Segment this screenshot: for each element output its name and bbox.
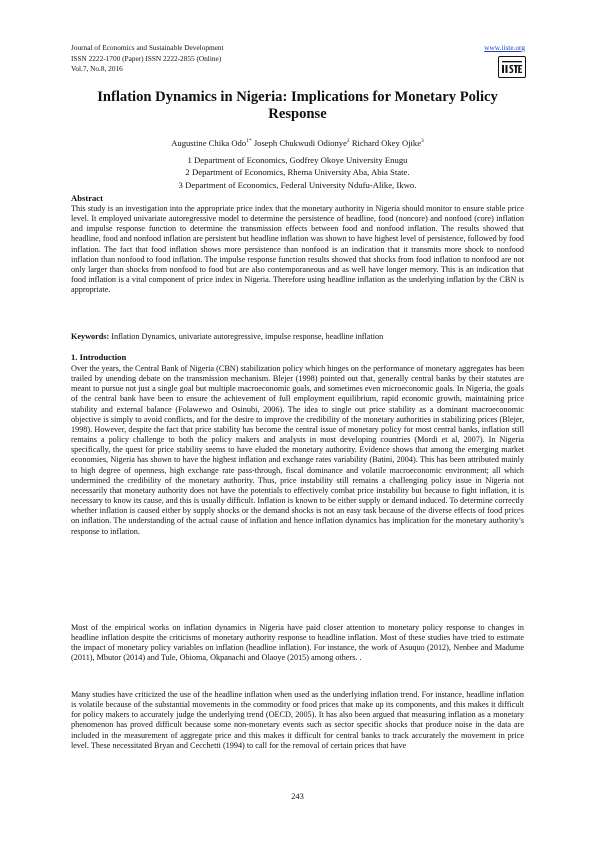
keywords-text: Inflation Dynamics, univariate autoregressive, impulse response, headline inflation [111,332,384,341]
journal-volume: Vol.7, No.8, 2016 [71,64,123,73]
section-heading: 1. Introduction [71,352,127,362]
keywords-label: Keywords: [71,332,110,341]
abstract-body: This study is an investigation into the appropriate price index that the monetary authority in Nigeria should monitor to ensure stable price level. It employed univariate autoregressive model to determine the persistence of headline, food (noncore) and nonfood (core) inflation and impulse response function to determine the transmission effects between food and nonfood inflation. The results showed that headline, food and nonfood inflation are persistent but headline inflation was shown to have highest level of persistence, followed by food inflation. The fact that food inflation shows more persistence than nonfood is an indication that it transmits more shock to nonfood inflation than nonfood to food inflation. The impulse response function results showed that shocks from food inflation to nonfood are not only larger than shocks from nonfood to food but are also contemporaneous and as well have longer memory. This is an indication that food inflation is a vital component of price index in Nigeria. Therefore using headline inflation as the underlying inflation by the CBN is appropriate. [71,204,524,295]
journal-header [71,43,224,75]
affiliation: 2 Department of Economics, Rhema University Aba, Abia State. [185,167,410,178]
iiste-logo-mark [501,60,523,74]
body-paragraph: Many studies have criticized the use of the headline inflation when used as the underlying inflation trend. For instance, headline inflation is volatile because of the substantial movements in the commodity or food prices that make up its components, and this makes it difficult for policy makers to accurately judge the underlying trend (OECD, 2005). It has also been argued that measuring inflation as a monetary phenomenon has proved difficult because some non-monetary events such as sector specific shocks that produce noise in the data are included in the measurement of aggregate price and this makes it difficult for central banks to track accurately the movement in price level. These necessitated Bryan and Cecchetti (1994) to call for the removal of certain prices that have [71,690,524,750]
body-paragraph: Most of the empirical works on inflation dynamics in Nigeria have paid closer attention to monetary policy response to changes in headline inflation despite the criticisms of monetary authority response to headline inflation. Most of these studies have tried to estimate the impact of monetary policy variables on inflation (headline inflation). For instance, the work of Asuquo (2012), Nenbee and Madume (2011), Mbutor (2014) and Tule, Obioma, Okpanachi and Olaoye (2015) among others. . [71,623,524,663]
author-affiliation-mark: 1* [246,138,252,145]
abstract-heading: Abstract [71,193,103,203]
author-name: Augustine Chika Odo [171,138,247,148]
author-list [71,138,524,148]
author-name: Richard Okey Ojike [351,138,422,148]
affiliation-list [71,154,524,191]
journal-website-link[interactable]: www.iiste.org [484,43,525,52]
journal-issn: ISSN 2222-1700 (Paper) ISSN 2222-2855 (Online) [71,53,222,63]
iiste-logo [498,56,526,78]
journal-name: Journal of Economics and Sustainable Development [71,43,224,52]
body-paragraph: Over the years, the Central Bank of Nigeria (CBN) stabilization policy which hinges on the performance of monetary aggregates has been trailed by unending debate on the transmission mechanism. Blejer (1998) pointed out that, generally central banks by their statutes are meant to pursue not just a single goal but multiple macroeconomic goals, and sometimes even microeconomic goals. In Nigeria, the goals of the central bank have been to ensure the achievement of full employment equilibrium, rapid economic growth, maintaining price stability and external balance (Folawewo and Osinubi, 2006). The idea to single out price stability as a dominant macroeconomic objective is simply to avoid conflicts, and for the desire to improve the credibility of the monetary authorities in stabilizing prices (Blejer, 1998). However, despite the fact that price stability has become the central issue of monetary policy for most central banks, inflation still remains a policy challenge to both the policy makers and analysts in most developing countries (Mordi et al, 2007). In Nigeria specifically, the quest for price stability seems to have eluded the monetary authority. Evidence shows that among the emerging market economies, Nigeria has shown to have the highest inflation and exchange rates variability (Batini, 2004). This has been attributed mainly to high degree of openness, high exchange rate pass-through, fiscal dominance and volatile macroeconomic environment; all which undermined the credibility of the monetary authority. Thus, price instability still remains a challenging policy issue in Nigeria not necessarily that monetary authority does not have the potentials to effectively combat price instability but because to fight inflation, it is necessary to know its cause, and this is usually difficult. Inflation is known to be either supply or demand induced. To determine correctly whether inflation is caused either by supply shocks or the demand shocks is not an easy task because of the diverse effects of food prices on inflation. The understanding of the actual cause of inflation and hence inflation dynamics has implication for the monetary authority’s response to inflation. [71,364,524,536]
affiliation: 1 Department of Economics, Godfrey Okoye University Enugu [187,155,408,165]
paper-title: Inflation Dynamics in Nigeria: Implications for Monetary Policy Response [97,89,498,122]
page-number: 243 [291,792,304,801]
keywords-line [71,332,383,341]
affiliation: 3 Department of Economics, Federal University Ndufu-Alike, Ikwo. [178,179,417,190]
author-name: Joseph Chukwudi Odionye [253,138,347,148]
author-affiliation-mark: 2 [346,138,350,145]
author-affiliation-mark: 3 [421,138,424,145]
